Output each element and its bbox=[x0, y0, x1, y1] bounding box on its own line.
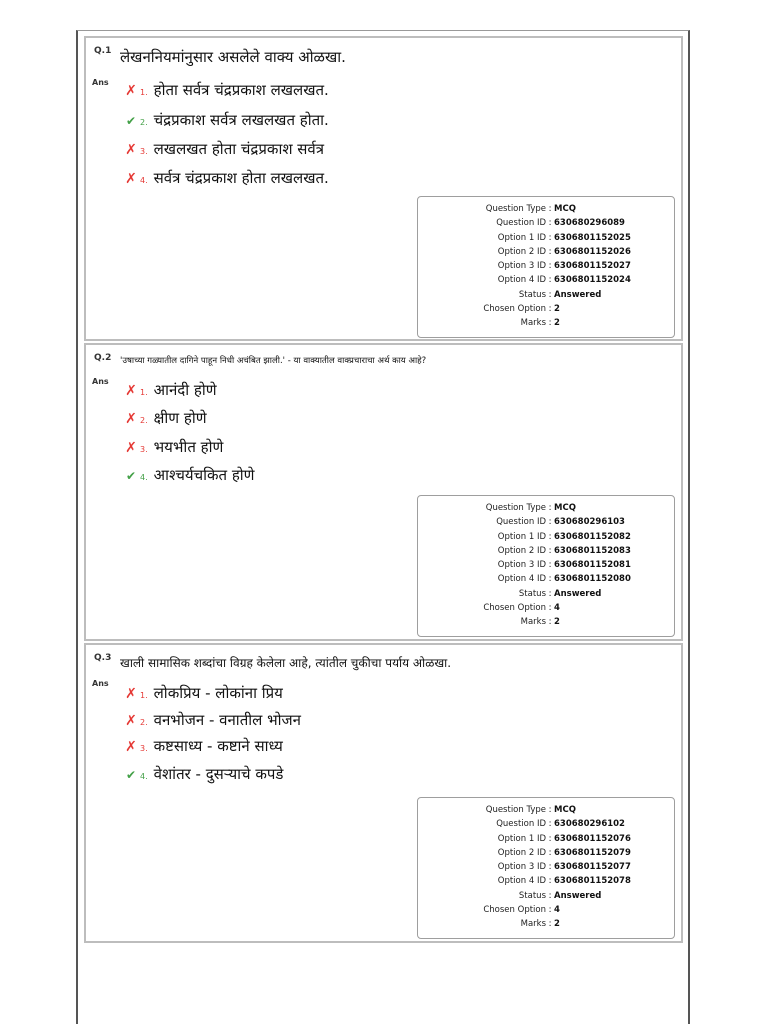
meta-row: Option 4 ID : 6306801152024 bbox=[497, 275, 631, 286]
option-number: 3. bbox=[140, 147, 148, 156]
ans-label: Ans bbox=[92, 679, 109, 688]
meta-row: Option 4 ID : 6306801152080 bbox=[497, 574, 631, 585]
question-info-box bbox=[417, 196, 675, 338]
meta-row: Marks : 2 bbox=[520, 617, 560, 628]
question-block-3 bbox=[84, 643, 683, 943]
question-info-box bbox=[417, 797, 675, 939]
meta-row: Option 2 ID : 6306801152079 bbox=[497, 847, 631, 858]
option-2 bbox=[124, 110, 329, 130]
option-number: 2. bbox=[140, 416, 148, 425]
meta-row: Question Type : MCQ bbox=[485, 805, 576, 815]
cross-icon: ✗ bbox=[125, 142, 137, 158]
ans-label: Ans bbox=[92, 377, 109, 386]
meta-row: Option 1 ID : 6306801152082 bbox=[497, 531, 631, 542]
cross-icon: ✗ bbox=[125, 171, 137, 187]
option-1 bbox=[124, 683, 283, 703]
meta-row: Question Type : MCQ bbox=[485, 503, 576, 513]
question-block-1 bbox=[84, 36, 683, 341]
option-number: 1. bbox=[140, 691, 148, 700]
meta-row: Question Type : MCQ bbox=[485, 204, 576, 214]
meta-row: Status : Answered bbox=[518, 588, 602, 599]
meta-row: Chosen Option : 4 bbox=[483, 905, 560, 916]
option-3 bbox=[124, 139, 324, 159]
question-block-2 bbox=[84, 343, 683, 641]
option-text: आश्चर्यचकित होणे bbox=[153, 466, 255, 484]
meta-row: Marks : 2 bbox=[520, 919, 560, 930]
meta-row: Option 2 ID : 6306801152026 bbox=[497, 246, 631, 257]
option-number: 2. bbox=[140, 118, 148, 127]
option-number: 3. bbox=[140, 744, 148, 753]
ans-label: Ans bbox=[92, 78, 109, 87]
option-number: 3. bbox=[140, 445, 148, 454]
meta-row: Option 2 ID : 6306801152083 bbox=[497, 545, 631, 556]
option-text: वनभोजन - वनातील भोजन bbox=[153, 711, 301, 729]
meta-row: Status : Answered bbox=[518, 289, 602, 300]
question-text: लेखननियमांनुसार असलेले वाक्य ओळखा. bbox=[120, 48, 346, 66]
option-1 bbox=[124, 380, 217, 400]
cross-icon: ✗ bbox=[125, 83, 137, 99]
option-text: क्षीण होणे bbox=[153, 409, 207, 427]
question-info-box bbox=[417, 495, 675, 637]
option-text: कष्टसाध्य - कष्टाने साध्य bbox=[153, 737, 283, 755]
cross-icon: ✗ bbox=[125, 383, 137, 399]
option-2 bbox=[124, 710, 301, 730]
question-number: Q.2 bbox=[94, 353, 112, 363]
meta-row: Option 4 ID : 6306801152078 bbox=[497, 876, 631, 887]
option-text: सर्वत्र चंद्रप्रकाश होता लखलखत. bbox=[153, 169, 329, 187]
cross-icon: ✗ bbox=[125, 713, 137, 729]
option-text: आनंदी होणे bbox=[153, 381, 217, 399]
option-number: 2. bbox=[140, 718, 148, 727]
option-number: 1. bbox=[140, 388, 148, 397]
option-1 bbox=[124, 80, 329, 100]
option-3 bbox=[124, 437, 223, 457]
question-text: 'उषाच्या गळ्यातील दागिने पाहून निधी अचंबित झाली.' - या वाक्यातील वाक्प्रचाराचा अर्थ काय आहे? bbox=[120, 356, 427, 366]
option-number: 1. bbox=[140, 88, 148, 97]
meta-row: Question ID : 6306802960​89 bbox=[496, 218, 625, 229]
checkmark-icon: ✔ bbox=[125, 469, 137, 483]
option-text: भयभीत होणे bbox=[153, 438, 224, 456]
option-4 bbox=[124, 168, 329, 188]
question-number: Q.3 bbox=[94, 653, 112, 663]
meta-row: Option 1 ID : 6306801152025 bbox=[497, 232, 631, 243]
option-text: वेशांतर - दुसऱ्याचे कपडे bbox=[153, 765, 284, 783]
option-number: 4. bbox=[140, 176, 148, 185]
option-text: चंद्रप्रकाश सर्वत्र लखलखत होता. bbox=[153, 111, 329, 129]
meta-row: Option 1 ID : 6306801152076 bbox=[497, 833, 631, 844]
question-text: खाली सामासिक शब्दांचा विग्रह केलेला आहे, त्यांतील चुकीचा पर्याय ओळखा. bbox=[120, 656, 452, 670]
option-text: लोकप्रिय - लोकांना प्रिय bbox=[153, 684, 283, 702]
meta-row: Chosen Option : 4 bbox=[483, 603, 560, 614]
meta-row: Option 3 ID : 6306801152081 bbox=[497, 560, 631, 571]
option-number: 4. bbox=[140, 772, 148, 781]
option-2 bbox=[124, 408, 207, 428]
checkmark-icon: ✔ bbox=[125, 768, 137, 782]
meta-row: Question ID : 630680296103 bbox=[496, 517, 625, 528]
meta-row: Marks : 2 bbox=[520, 318, 560, 329]
question-number: Q.1 bbox=[94, 46, 112, 56]
option-number: 4. bbox=[140, 473, 148, 482]
meta-row: Option 3 ID : 6306801152027 bbox=[497, 261, 631, 272]
option-4 bbox=[124, 465, 255, 485]
cross-icon: ✗ bbox=[125, 411, 137, 427]
option-3 bbox=[124, 736, 283, 756]
checkmark-icon: ✔ bbox=[125, 114, 137, 128]
cross-icon: ✗ bbox=[125, 686, 137, 702]
cross-icon: ✗ bbox=[125, 739, 137, 755]
meta-row: Chosen Option : 2 bbox=[483, 304, 560, 315]
meta-row: Question ID : 630680296102 bbox=[496, 819, 625, 830]
option-4 bbox=[124, 764, 283, 784]
option-text: होता सर्वत्र चंद्रप्रकाश लखलखत. bbox=[153, 81, 329, 99]
meta-row: Status : Answered bbox=[518, 890, 602, 901]
meta-row: Option 3 ID : 6306801152077 bbox=[497, 862, 631, 873]
cross-icon: ✗ bbox=[125, 440, 137, 456]
option-text: लखलखत होता चंद्रप्रकाश सर्वत्र bbox=[153, 140, 325, 158]
